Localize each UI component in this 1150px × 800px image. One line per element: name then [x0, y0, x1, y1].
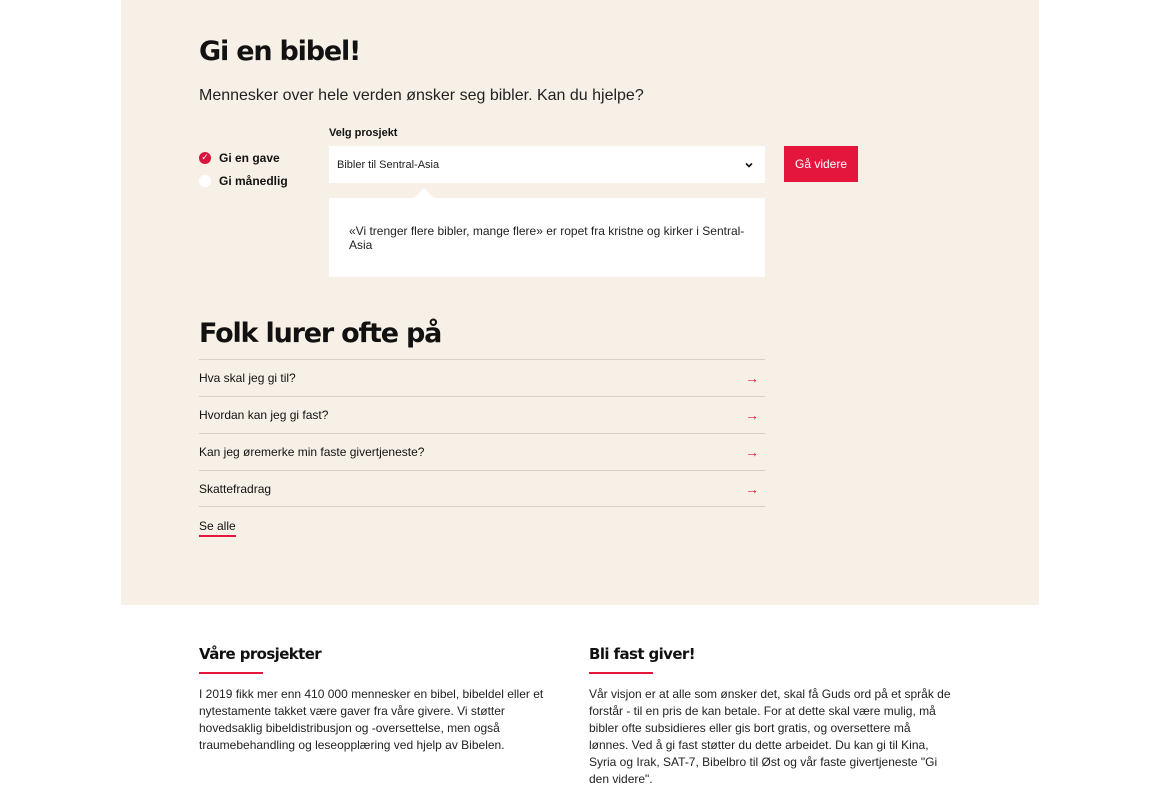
- chevron-down-icon: [743, 159, 755, 171]
- faq-question: Skattefradrag: [199, 481, 272, 496]
- faq-question: Hva skal jeg gi til?: [199, 371, 296, 385]
- go-next-button[interactable]: Gå videre: [784, 146, 858, 182]
- radio-gi-manedlig[interactable]: [199, 169, 288, 192]
- see-all-link[interactable]: Se alle: [199, 519, 236, 537]
- title-underline: [589, 672, 653, 674]
- arrow-right-icon: →: [745, 480, 759, 497]
- faq-list: [199, 359, 765, 507]
- project-select[interactable]: [329, 146, 765, 183]
- page-subtitle: Mennesker over hele verden ønsker seg bibler. Kan du hjelpe?: [199, 87, 644, 104]
- faq-item[interactable]: [199, 433, 765, 470]
- page-title: Gi en bibel!: [199, 36, 361, 67]
- radio-label: Gi månedlig: [219, 173, 288, 188]
- radio-checked-icon[interactable]: ✓: [199, 152, 211, 164]
- projects-section: [199, 645, 561, 754]
- faq-question: Kan jeg øremerke min faste givertjeneste?: [199, 445, 425, 459]
- projects-title: Våre prosjekter: [199, 645, 322, 663]
- radio-unchecked-icon[interactable]: [199, 175, 211, 187]
- projects-text: I 2019 fikk mer enn 410 000 mennesker en bibel, bibeldel eller et nytestamente takket være gaver fra våre givere. Vi støtter hovedsaklig bibeldistribusjon og -oversettelse, men også traumebehandling og leseopplæring ved hjelp av Bibelen.: [199, 687, 544, 752]
- faq-title: Folk lurer ofte på: [199, 318, 442, 349]
- project-description-text: «Vi trenger flere bibler, mange flere» er ropet fra kristne og kirker i Sentral-Asia: [349, 223, 745, 252]
- radio-gi-en-gave[interactable]: [199, 146, 288, 169]
- arrow-right-icon: →: [745, 370, 759, 386]
- description-pointer: [414, 188, 434, 198]
- fixed-giver-text: Vår visjon er at alle som ønsker det, skal få Guds ord på et språk de forstår - til en pris de kan betale. For at dette skal være mulig, må bibler ofte subsidieres eller gis bort gratis, og oversettere må lønnes. Ved å gi fast støtter du dette arbeidet. Du kan gi til Kina, Syria og Irak, SAT-7, Bibelbro til Øst og vår faste givertjeneste "Gi den videre".: [589, 687, 951, 786]
- gift-type-radio-group: [199, 146, 288, 192]
- project-select-value: Bibler til Sentral-Asia: [337, 158, 440, 171]
- title-underline: [199, 672, 263, 674]
- arrow-right-icon: →: [745, 444, 759, 460]
- faq-item[interactable]: [199, 396, 765, 433]
- radio-label: Gi en gave: [219, 150, 280, 165]
- project-description: [329, 198, 765, 277]
- fixed-giver-title: Bli fast giver!: [589, 645, 695, 663]
- project-select-label: Velg prosjekt: [329, 127, 398, 139]
- faq-question: Hvordan kan jeg gi fast?: [199, 408, 329, 422]
- fixed-giver-section: [589, 645, 951, 788]
- faq-item[interactable]: [199, 470, 765, 507]
- faq-item[interactable]: [199, 359, 765, 396]
- arrow-right-icon: →: [745, 407, 759, 423]
